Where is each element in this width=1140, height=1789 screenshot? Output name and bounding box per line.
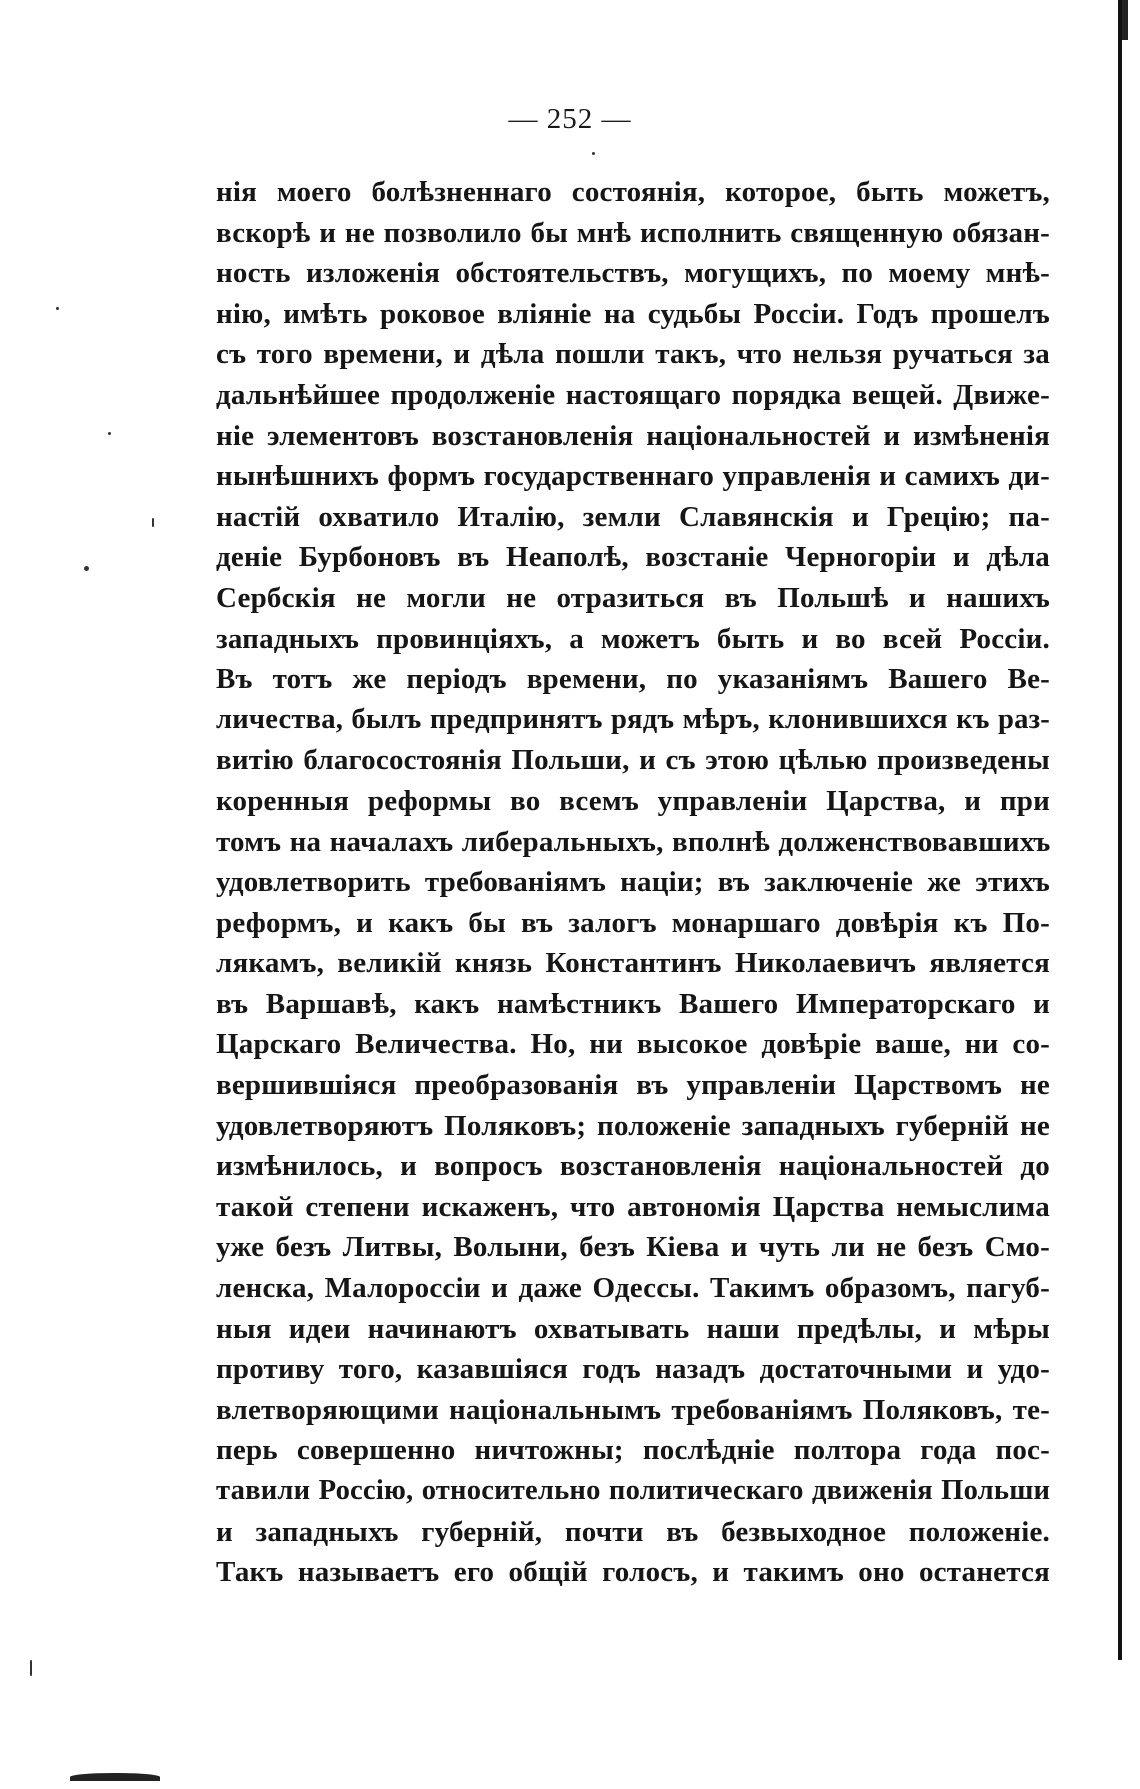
scan-edge-line [1118, 0, 1122, 1660]
ink-speck [56, 307, 59, 310]
text-line: нію, имѣть роковое вліяніе на судьбы Россіи. Годъ прошелъ [216, 297, 1050, 330]
text-line: лякамъ, великій князь Константинъ Николаевичъ является [216, 947, 1050, 980]
ink-speck [30, 1660, 32, 1676]
text-line: коренныя реформы во всемъ управленіи Царства, и при [216, 784, 1050, 817]
text-line: ныя идеи начинаютъ охватывать наши предѣлы, и мѣры [216, 1312, 1050, 1345]
ink-speck [84, 566, 89, 571]
text-line: перь совершенно ничтожны; послѣдніе полтора года пос- [216, 1434, 1050, 1467]
text-line: измѣнилось, и вопросъ возстановленія національностей до [216, 1150, 1050, 1183]
text-line: западныхъ провинціяхъ, а можетъ быть и во всей Россіи. [216, 622, 1050, 655]
ink-speck [592, 152, 595, 155]
text-line: вскорѣ и не позволило бы мнѣ исполнить священную обязан- [216, 216, 1050, 249]
text-line: и западныхъ губерній, почти въ безвыходное положеніе. [216, 1515, 1050, 1548]
text-line: Въ тотъ же періодъ времени, по указаніямъ Вашего Ве- [216, 663, 1050, 696]
text-line: ніе элементовъ возстановленія національностей и измѣненія [216, 419, 1050, 452]
text-line: уже безъ Литвы, Волыни, безъ Кіева и чуть ли не безъ Смо- [216, 1231, 1050, 1264]
text-line: противу того, казавшіяся годъ назадъ достаточными и удо- [216, 1353, 1050, 1386]
text-line: Такъ называетъ его общій голосъ, и такимъ оно останется [216, 1556, 1050, 1589]
text-line: ность изложенія обстоятельствъ, могущихъ, по моему мнѣ- [216, 257, 1050, 290]
text-line: тавили Россію, относительно политическаго движенія Польши [216, 1475, 1051, 1506]
text-line: томъ на началахъ либеральныхъ, вполнѣ долженствовавшихъ [216, 825, 1051, 858]
ink-speck [108, 432, 111, 435]
text-line: вершившіяся преобразованія въ управленіи Царствомъ не [216, 1069, 1050, 1102]
text-line: реформъ, и какъ бы въ залогъ монаршаго довѣрія къ По- [216, 906, 1050, 939]
text-line: личества, былъ предпринятъ рядъ мѣръ, клонившихся къ раз- [216, 703, 1050, 735]
text-line: удовлетворяютъ Поляковъ; положеніе западныхъ губерній не [216, 1109, 1050, 1142]
text-line: нія моего болѣзненнаго состоянія, которое, быть можетъ, [216, 176, 1050, 208]
text-line: нынѣшнихъ формъ государственнаго управленія и самихъ ди- [216, 460, 1050, 493]
text-line: ленска, Малороссіи и даже Одессы. Такимъ образомъ, пагуб- [216, 1272, 1050, 1305]
text-line: Сербскія не могли не отразиться въ Польшѣ и нашихъ [216, 581, 1050, 614]
text-line: такой степени искаженъ, что автономія Царства немыслима [216, 1190, 1050, 1223]
body-text [216, 172, 1050, 1593]
page-number: — 252 — [508, 103, 632, 135]
text-line: витію благосостоянія Польши, и съ этою цѣлью произведены [216, 744, 1050, 777]
scan-smudge [70, 1773, 160, 1781]
text-line: Царскаго Величества. Но, ни высокое довѣріе ваше, ни со- [216, 1028, 1050, 1061]
text-line: влетворяющими національнымъ требованіямъ Поляковъ, те- [216, 1393, 1050, 1426]
text-line: удовлетворить требованіямъ націи; въ заключеніе же этихъ [216, 866, 1050, 899]
text-line: настій охватило Италію, земли Славянскія и Грецію; па- [216, 500, 1050, 533]
text-line: въ Варшавѣ, какъ намѣстникъ Вашего Императорскаго и [216, 987, 1050, 1020]
text-line: съ того времени, и дѣла пошли такъ, что нельзя ручаться за [216, 338, 1050, 371]
text-line: дальнѣйшее продолженіе настоящаго порядка вещей. Движе- [216, 378, 1050, 411]
ink-speck [152, 518, 154, 527]
text-line: деніе Бурбоновъ въ Неаполѣ, возстаніе Черногоріи и дѣла [216, 541, 1050, 574]
